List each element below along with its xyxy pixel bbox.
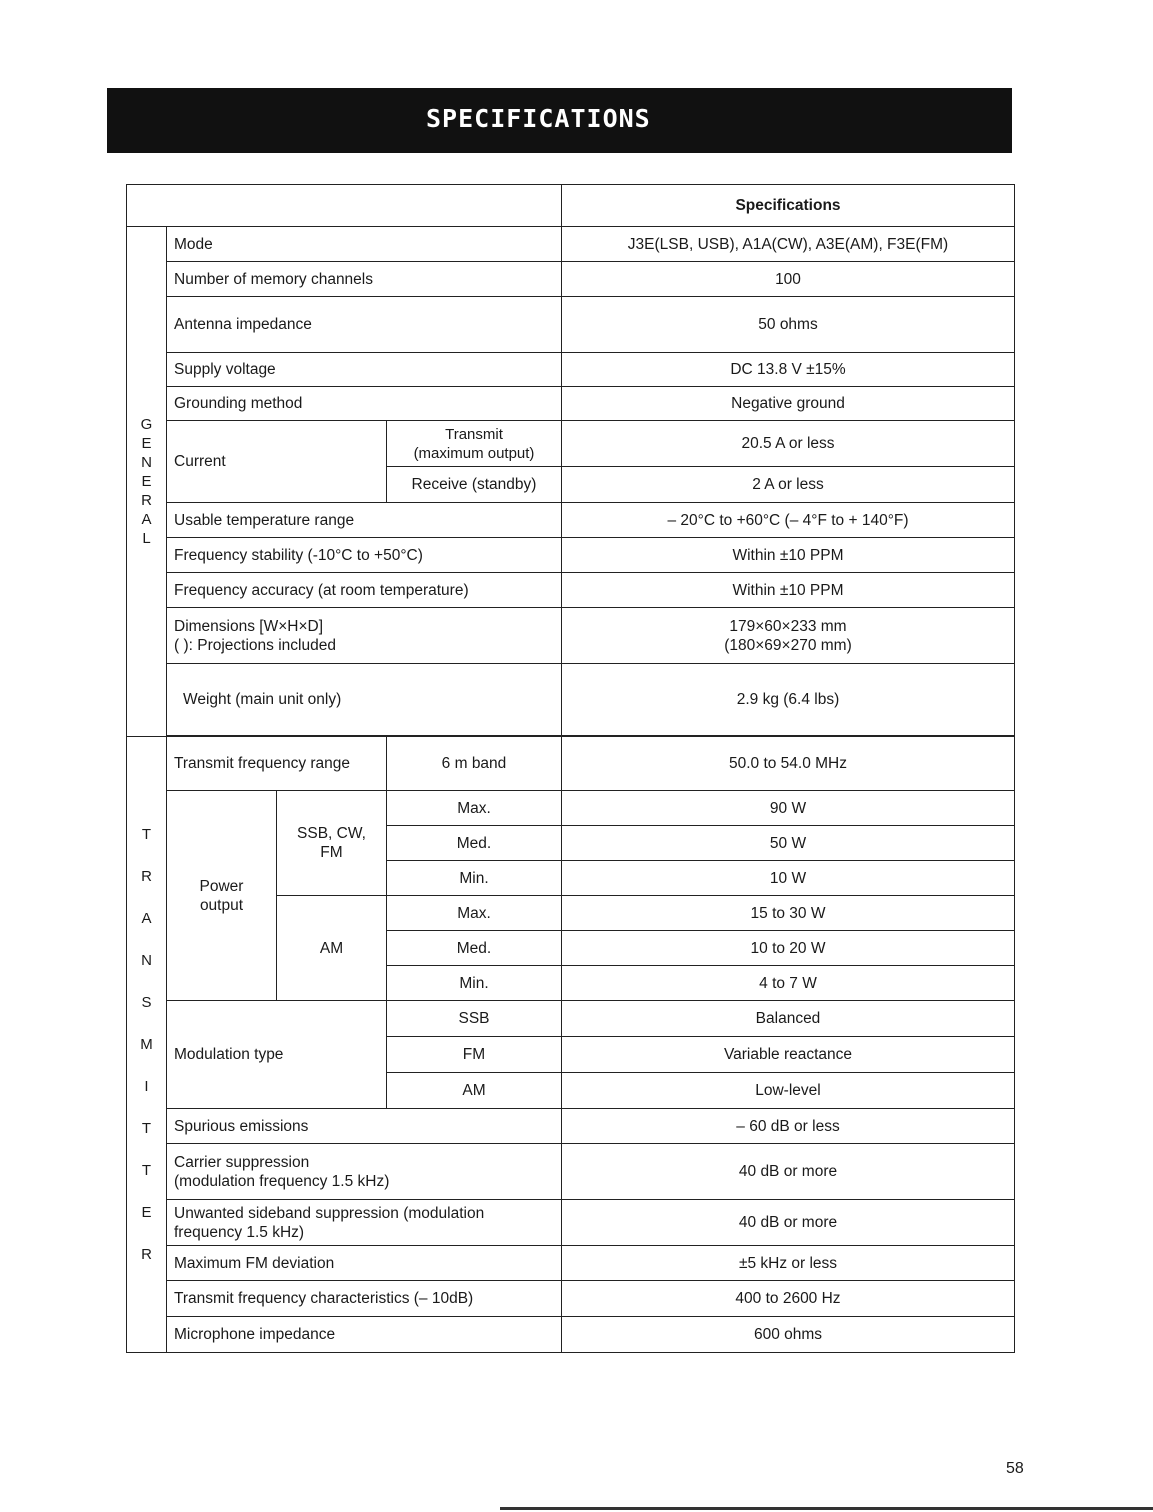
table-row: [127, 791, 1015, 826]
table-row: [127, 1001, 1015, 1037]
table-row: [127, 387, 1015, 421]
current-label: Current: [167, 421, 387, 503]
carrier-label: Carrier suppression (modulation frequency 1.5 kHz): [167, 1144, 562, 1200]
current-transmit-value: 20.5 A or less: [562, 421, 1015, 467]
table-row: [127, 1281, 1015, 1317]
supply-voltage-label: Supply voltage: [167, 353, 562, 387]
supply-voltage-value: DC 13.8 V ±15%: [562, 353, 1015, 387]
section-label-transmitter: T R A N S M I T T E R: [127, 737, 167, 1353]
table-row: [127, 737, 1015, 791]
modulation-ssb-value: Balanced: [562, 1001, 1015, 1037]
weight-label: Weight (main unit only): [167, 664, 562, 736]
spurious-label: Spurious emissions: [167, 1109, 562, 1144]
modulation-fm-value: Variable reactance: [562, 1037, 1015, 1073]
temperature-value: – 20°C to +60°C (– 4°F to + 140°F): [562, 503, 1015, 538]
mic-impedance-label: Microphone impedance: [167, 1317, 562, 1353]
power-output-label: Power output: [167, 791, 277, 1001]
header-blank-cell: [127, 185, 562, 227]
carrier-value: 40 dB or more: [562, 1144, 1015, 1200]
table-row: [127, 664, 1015, 736]
power-ssb-min-value: 10 W: [562, 861, 1015, 896]
power-am-med-value: 10 to 20 W: [562, 931, 1015, 966]
table-row: [127, 227, 1015, 262]
spurious-value: – 60 dB or less: [562, 1109, 1015, 1144]
table-row: [127, 608, 1015, 664]
mic-impedance-value: 600 ohms: [562, 1317, 1015, 1353]
power-am-med-label: Med.: [387, 931, 562, 966]
current-transmit-label: Transmit (maximum output): [387, 421, 562, 467]
header-specifications: Specifications: [562, 185, 1015, 227]
table-row: [127, 1317, 1015, 1353]
sideband-label: Unwanted sideband suppression (modulation frequency 1.5 kHz): [167, 1200, 562, 1246]
dimensions-label: Dimensions [W×H×D] ( ): Projections included: [167, 608, 562, 664]
weight-value: 2.9 kg (6.4 lbs): [562, 664, 1015, 736]
grounding-label: Grounding method: [167, 387, 562, 421]
freq-range-label: Transmit frequency range: [167, 737, 387, 791]
power-ssb-med-value: 50 W: [562, 826, 1015, 861]
memory-channels-label: Number of memory channels: [167, 262, 562, 297]
mode-value: J3E(LSB, USB), A1A(CW), A3E(AM), F3E(FM): [562, 227, 1015, 262]
power-am-max-label: Max.: [387, 896, 562, 931]
fm-deviation-value: ±5 kHz or less: [562, 1246, 1015, 1281]
power-am-label: AM: [277, 896, 387, 1001]
power-am-max-value: 15 to 30 W: [562, 896, 1015, 931]
table-row: [127, 503, 1015, 538]
accuracy-value: Within ±10 PPM: [562, 573, 1015, 608]
table-row: [127, 1200, 1015, 1246]
table-row: [127, 573, 1015, 608]
table-row: [127, 262, 1015, 297]
table-row: [127, 1246, 1015, 1281]
grounding-value: Negative ground: [562, 387, 1015, 421]
table-row: [127, 538, 1015, 573]
modulation-ssb-label: SSB: [387, 1001, 562, 1037]
page-number: 58: [1006, 1460, 1024, 1477]
table-row: [127, 1144, 1015, 1200]
freq-range-value: 50.0 to 54.0 MHz: [562, 737, 1015, 791]
table-row: [127, 1109, 1015, 1144]
page-title: SPECIFICATIONS: [426, 104, 651, 133]
antenna-impedance-label: Antenna impedance: [167, 297, 562, 353]
power-ssb-label: SSB, CW, FM: [277, 791, 387, 896]
fm-deviation-label: Maximum FM deviation: [167, 1246, 562, 1281]
stability-value: Within ±10 PPM: [562, 538, 1015, 573]
memory-channels-value: 100: [562, 262, 1015, 297]
footer-rule: [500, 1507, 1153, 1510]
antenna-impedance-value: 50 ohms: [562, 297, 1015, 353]
power-ssb-min-label: Min.: [387, 861, 562, 896]
specifications-table: [126, 184, 1015, 1353]
temperature-label: Usable temperature range: [167, 503, 562, 538]
section-label-general: G E N E R A L: [127, 227, 167, 737]
modulation-fm-label: FM: [387, 1037, 562, 1073]
stability-label: Frequency stability (-10°C to +50°C): [167, 538, 562, 573]
table-row: [127, 353, 1015, 387]
power-ssb-max-value: 90 W: [562, 791, 1015, 826]
current-receive-label: Receive (standby): [387, 467, 562, 503]
dimensions-value: 179×60×233 mm (180×69×270 mm): [562, 608, 1015, 664]
mode-label: Mode: [167, 227, 562, 262]
accuracy-label: Frequency accuracy (at room temperature): [167, 573, 562, 608]
table-row: [127, 421, 1015, 467]
modulation-label: Modulation type: [167, 1001, 387, 1109]
freq-range-band: 6 m band: [387, 737, 562, 791]
current-receive-value: 2 A or less: [562, 467, 1015, 503]
freq-char-value: 400 to 2600 Hz: [562, 1281, 1015, 1317]
modulation-am-label: AM: [387, 1073, 562, 1109]
table-row: [127, 297, 1015, 353]
freq-char-label: Transmit frequency characteristics (– 10dB): [167, 1281, 562, 1317]
modulation-am-value: Low-level: [562, 1073, 1015, 1109]
table-header-row: [127, 185, 1015, 227]
power-ssb-max-label: Max.: [387, 791, 562, 826]
sideband-value: 40 dB or more: [562, 1200, 1015, 1246]
power-am-min-label: Min.: [387, 966, 562, 1001]
power-ssb-med-label: Med.: [387, 826, 562, 861]
power-am-min-value: 4 to 7 W: [562, 966, 1015, 1001]
